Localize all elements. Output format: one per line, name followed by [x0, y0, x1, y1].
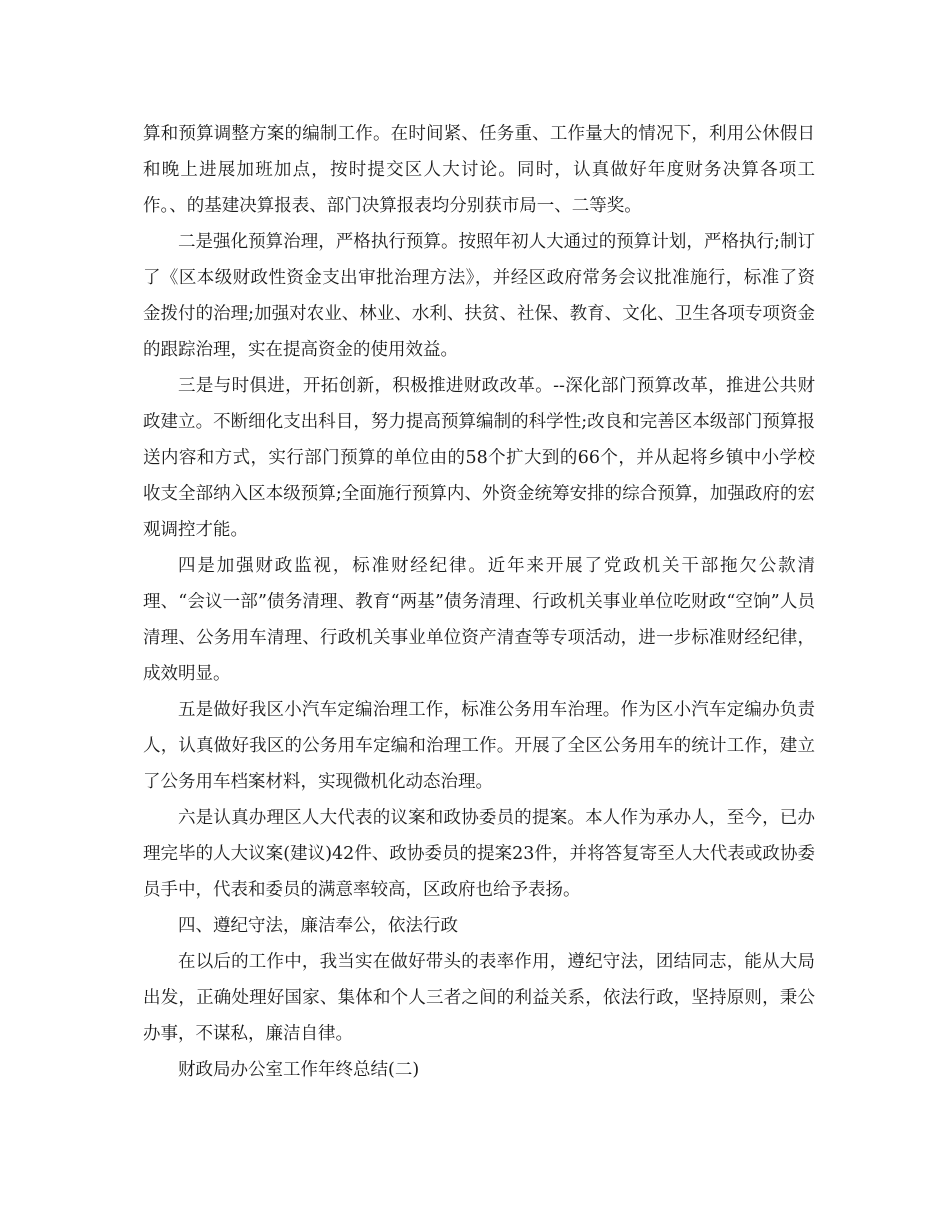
paragraph-7: 在以后的工作中，我当实在做好带头的表率作用，遵纪守法，团结同志，能从大局出发，正确处理好国家、集体和个人三者之间的利益关系，依法行政，坚持原则，秉公办事，不谋私，廉洁自律。	[143, 952, 815, 1044]
document-body	[143, 116, 815, 1088]
paragraph-3: 三是与时俱进，开拓创新，积极推进财政改革。--深化部门预算改革，推进公共财政建立。不断细化支出科目，努力提高预算编制的科学性;改良和完善区本级部门预算报送内容和方式，实行部门预算的单位由的58个扩大到的66个，并从起将乡镇中小学校收支全部纳入区本级预算;全面施行预算内、外资金统筹安排的综合预算，加强政府的宏观调控才能。	[143, 376, 815, 540]
next-document-title: 财政局办公室工作年终总结(二)	[178, 1060, 420, 1080]
paragraph-4: 四是加强财政监视，标准财经纪律。近年来开展了党政机关干部拖欠公款清理、“会议一部”债务清理、教育“两基”债务清理、行政机关事业单位吃财政“空饷”人员清理、公务用车清理、行政机关事业单位资产清查等专项活动，进一步标准财经纪律，成效明显。	[143, 556, 815, 684]
section-heading: 四、遵纪守法，廉洁奉公，依法行政	[178, 916, 458, 936]
paragraph-5: 五是做好我区小汽车定编治理工作，标准公务用车治理。作为区小汽车定编办负责人，认真做好我区的公务用车定编和治理工作。开展了全区公务用车的统计工作，建立了公务用车档案材料，实现微机化动态治理。	[143, 700, 815, 792]
paragraph-2: 二是强化预算治理，严格执行预算。按照年初人大通过的预算计划，严格执行;制订了《区本级财政性资金支出审批治理方法》，并经区政府常务会议批准施行，标准了资金拨付的治理;加强对农业、林业、水利、扶贫、社保、教育、文化、卫生各项专项资金的跟踪治理，实在提高资金的使用效益。	[143, 232, 815, 360]
paragraph-1: 算和预算调整方案的编制工作。在时间紧、任务重、工作量大的情况下，利用公休假日和晚上进展加班加点，按时提交区人大讨论。同时，认真做好年度财务决算各项工作。、的基建决算报表、部门决算报表均分别获市局一、二等奖。	[143, 124, 815, 216]
paragraph-6: 六是认真办理区人大代表的议案和政协委员的提案。本人作为承办人，至今，已办理完毕的人大议案(建议)42件、政协委员的提案23件，并将答复寄至人大代表或政协委员手中，代表和委员的满意率较高，区政府也给予表扬。	[143, 808, 815, 900]
